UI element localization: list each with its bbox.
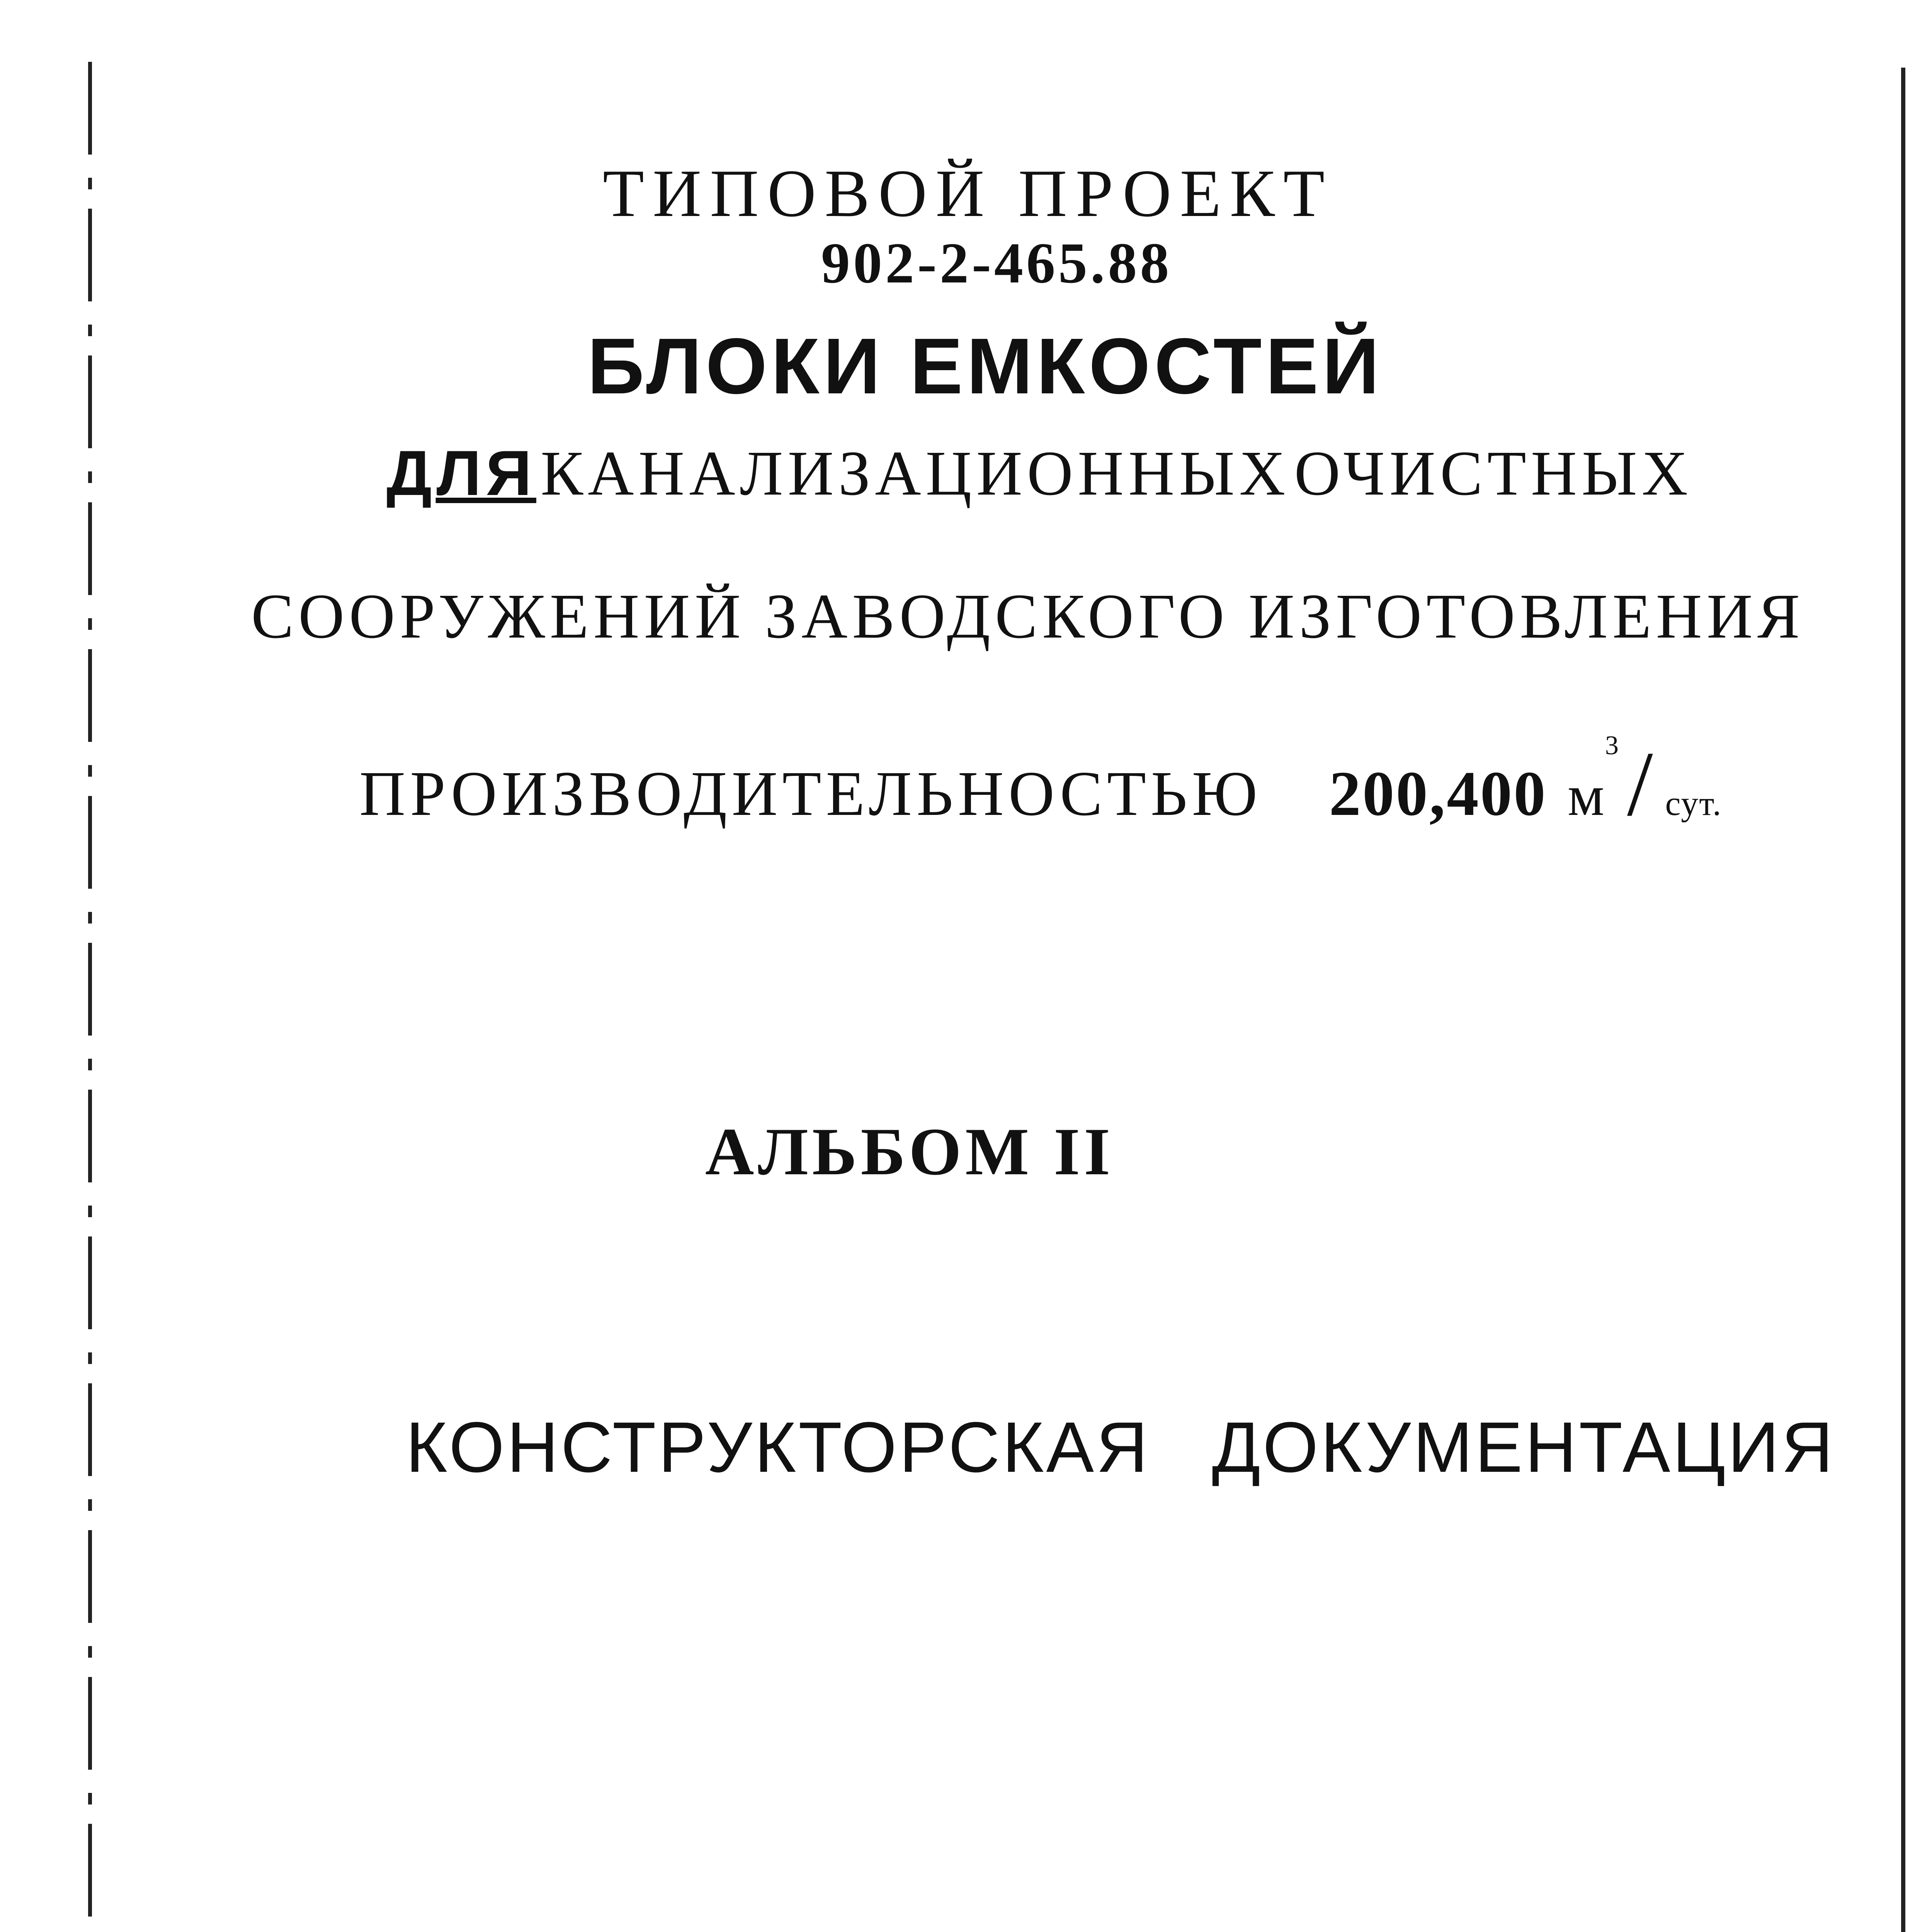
title-word-kanalizatsionnykh: КАНАЛИЗАЦИОННЫХ [541, 438, 1290, 509]
capacity-value: 200,400 [1329, 758, 1547, 829]
right-border-line [1901, 68, 1905, 1932]
capacity-label: ПРОИЗВОДИТЕЛЬНОСТЬЮ [359, 758, 1262, 829]
section-title [406, 1406, 1835, 1488]
section-word-1: КОНСТРУКТОРСКАЯ [406, 1408, 1150, 1487]
section-word-2: ДОКУМЕНТАЦИЯ [1212, 1408, 1835, 1487]
title-word-izgotovleniya: ИЗГОТОВЛЕНИЯ [1248, 581, 1804, 651]
title-word-sooruzheniy: СООРУЖЕНИЙ [251, 581, 745, 651]
document-title: БЛОКИ ЕМКОСТЕЙ [587, 322, 1383, 410]
left-border-line [88, 62, 92, 1932]
capacity-unit [1567, 731, 1619, 828]
title-word-zavodskogo: ЗАВОДСКОГО [765, 581, 1229, 651]
project-number: 902-2-465.88 [821, 231, 1172, 295]
title-line-3 [251, 580, 1804, 653]
document-header: ТИПОВОЙ ПРОЕКТ [603, 156, 1333, 231]
title-word-dlya: ДЛЯ [386, 437, 536, 509]
unit-base: м [1567, 764, 1605, 828]
title-word-ochistnykh: ОЧИСТНЫХ [1294, 438, 1692, 509]
unit-exponent: 3 [1605, 731, 1619, 760]
title-line-2 [386, 437, 1692, 510]
capacity-line [359, 730, 1722, 837]
unit-per-day: сут. [1665, 784, 1722, 823]
unit-separator: / [1627, 732, 1658, 835]
album-label: АЛЬБОМ II [705, 1114, 1114, 1189]
